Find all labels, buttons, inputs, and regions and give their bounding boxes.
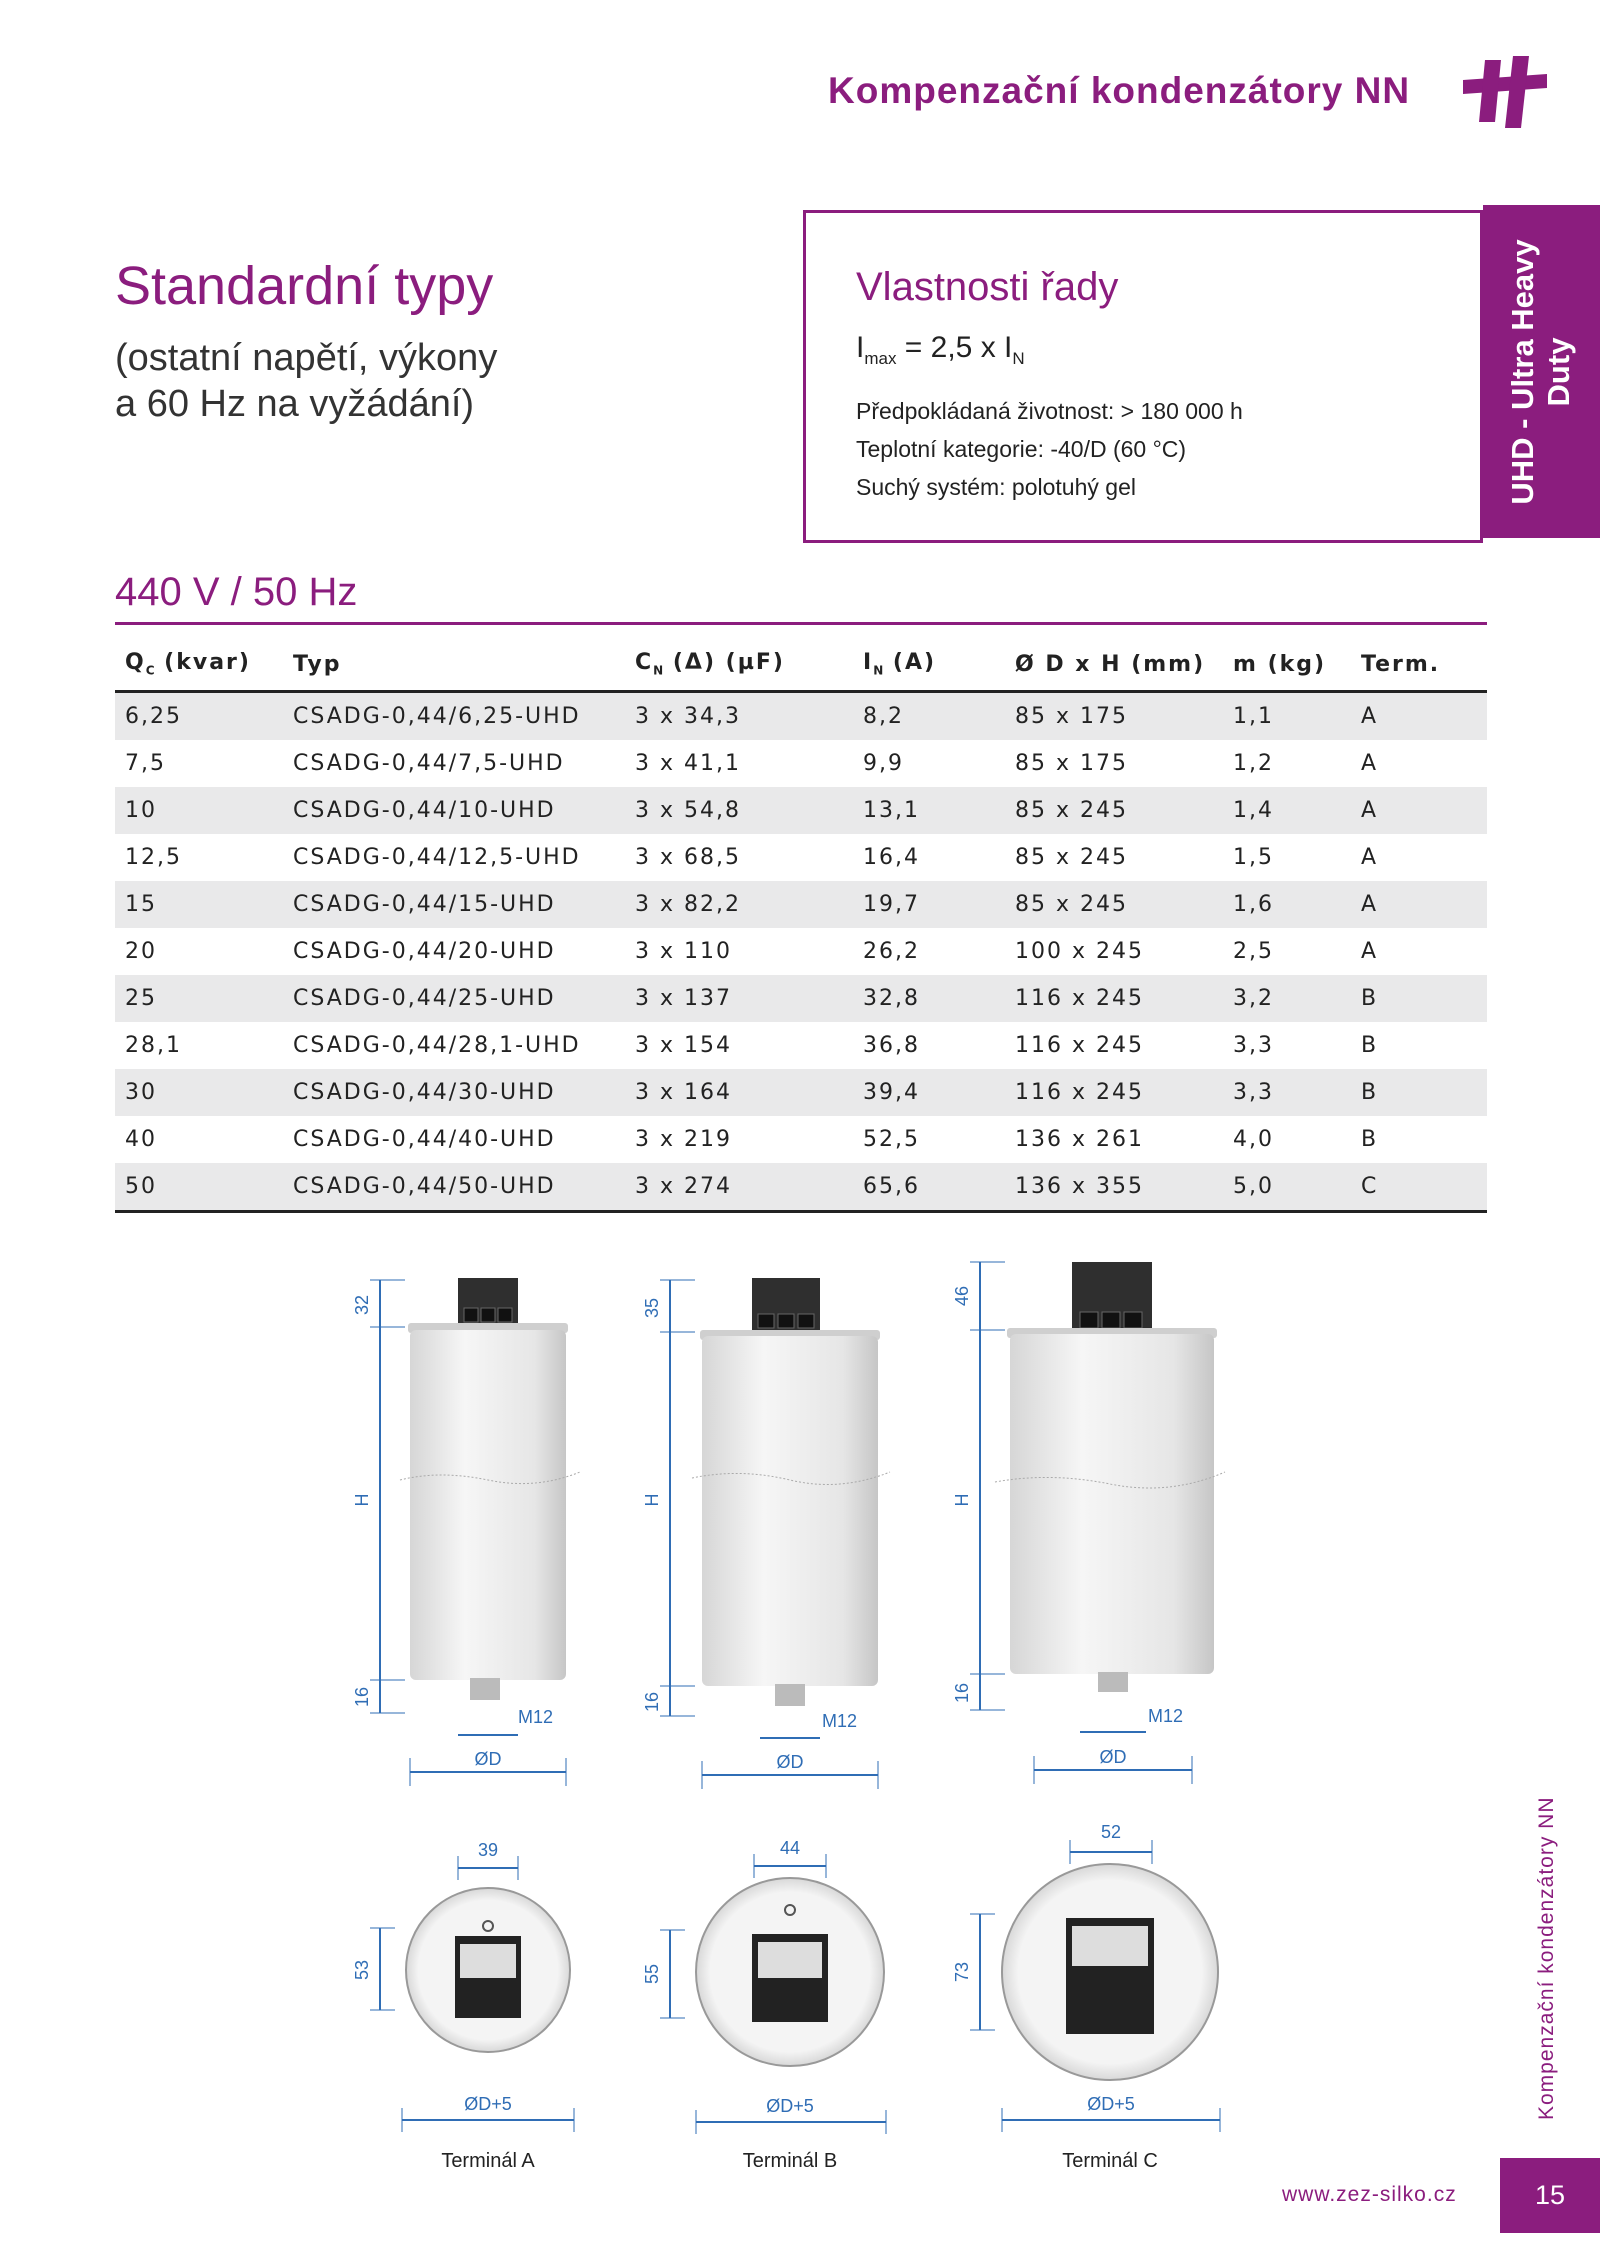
dim-h-c: H [952, 1493, 972, 1507]
dim-h-b: H [642, 1493, 662, 1507]
cell-terminal: A [1361, 845, 1379, 870]
cell-capacitance: 3 x 219 [635, 1127, 732, 1152]
cell-mass: 1,2 [1233, 751, 1274, 776]
cell-current: 52,5 [863, 1127, 920, 1152]
cell-mass: 3,3 [1223, 1069, 1351, 1116]
cell-dimensions: 85 x 245 [1015, 845, 1128, 870]
header-current: $I_N$ (A) [863, 650, 937, 678]
header-mass: m (kg) [1233, 651, 1327, 677]
cell-mass: 2,5 [1233, 939, 1274, 964]
dim-d5-c: ØD+5 [1087, 2094, 1135, 2114]
cell-type: CSADG-0,44/30-UHD [283, 1069, 625, 1116]
spec-table [115, 638, 1487, 1213]
caption-terminal-c: Terminál C [1062, 2150, 1158, 2172]
cell-capacitance: 3 x 154 [635, 1033, 732, 1058]
cell-dimensions: 116 x 245 [1005, 975, 1223, 1022]
page-number: 15 [1500, 2158, 1600, 2233]
side-tab-line: Duty [1541, 337, 1576, 407]
cell-dimensions: 136 x 355 [1005, 1163, 1223, 1212]
cell-current: 39,4 [853, 1069, 1005, 1116]
side-view-terminal-b [642, 1278, 890, 1789]
cell-current: 36,8 [863, 1033, 920, 1058]
header-type: Typ [293, 651, 342, 677]
current-formula: $I_{max} = 2,5$ x $I_N$ [856, 331, 1025, 368]
cell-mass: 3,2 [1223, 975, 1351, 1022]
cell-dimensions: 100 x 245 [1015, 939, 1144, 964]
company-logo [1455, 52, 1555, 132]
cell-qc: 40 [125, 1127, 157, 1152]
cell-type: CSADG-0,44/10-UHD [283, 787, 625, 834]
dim-width-b: 44 [779, 1838, 801, 1858]
cell-current: 16,4 [863, 845, 920, 870]
cell-capacitance: 3 x 54,8 [625, 787, 853, 834]
dim-d-b: ØD [776, 1752, 804, 1772]
cell-mass: 4,0 [1233, 1127, 1274, 1152]
cell-current: 65,6 [853, 1163, 1005, 1212]
cell-current: 19,7 [853, 881, 1005, 928]
cell-dimensions: 116 x 245 [1015, 1033, 1144, 1058]
capacitor-drawings [340, 1250, 1240, 2180]
dim-d-c: ØD [1099, 1747, 1127, 1767]
cell-mass: 5,0 [1223, 1163, 1351, 1212]
dim-m12-b: M12 [822, 1711, 858, 1731]
cell-qc: 10 [115, 787, 283, 834]
section-title: Standardní typy [115, 256, 494, 316]
cell-type: CSADG-0,44/12,5-UHD [293, 845, 581, 870]
cell-type: CSADG-0,44/7,5-UHD [293, 751, 565, 776]
caption-terminal-b: Terminál B [742, 2150, 838, 2172]
table-row [115, 928, 1487, 975]
cell-mass: 1,5 [1233, 845, 1274, 870]
dim-bottom-a: 16 [352, 1686, 372, 1708]
cell-qc: 7,5 [125, 751, 166, 776]
side-view-terminal-a [352, 1278, 580, 1786]
dim-bottom-b: 16 [642, 1691, 662, 1713]
header-terminal: Term. [1361, 651, 1441, 677]
cell-qc: 28,1 [125, 1033, 182, 1058]
properties-title: Vlastnosti řady [856, 265, 1119, 309]
cell-mass: 1,1 [1223, 692, 1351, 741]
top-view-terminal-b [642, 1838, 886, 2172]
cell-qc: 12,5 [125, 845, 182, 870]
dim-depth-a: 53 [352, 1959, 372, 1981]
cell-type: CSADG-0,44/28,1-UHD [293, 1033, 581, 1058]
table-row [115, 1116, 1487, 1163]
dim-width-c: 52 [1100, 1822, 1122, 1842]
table-row [115, 834, 1487, 881]
cell-current: 32,8 [853, 975, 1005, 1022]
cell-terminal: C [1351, 1163, 1487, 1212]
footer-side-text: Kompenzační kondenzátory NN [1535, 1796, 1558, 2120]
table-header-row [115, 638, 1487, 692]
dim-depth-b: 55 [642, 1963, 662, 1985]
cell-type: CSADG-0,44/20-UHD [293, 939, 556, 964]
subtitle-line: a 60 Hz na vyžádání) [115, 383, 475, 425]
cell-capacitance: 3 x 137 [625, 975, 853, 1022]
voltage-heading: 440 V / 50 Hz [115, 570, 358, 614]
dim-h-a: H [352, 1493, 372, 1507]
property-temperature: Teplotní kategorie: -40/D (60 °C) [856, 436, 1187, 462]
table-row [115, 881, 1487, 928]
cell-terminal: B [1351, 975, 1487, 1022]
cell-capacitance: 3 x 41,1 [635, 751, 741, 776]
cell-terminal: B [1361, 1033, 1379, 1058]
cell-type: CSADG-0,44/15-UHD [283, 881, 625, 928]
dim-width-a: 39 [477, 1840, 499, 1860]
dim-m12-a: M12 [518, 1707, 554, 1727]
cell-type: CSADG-0,44/50-UHD [283, 1163, 625, 1212]
cell-current: 9,9 [863, 751, 904, 776]
cell-type: CSADG-0,44/25-UHD [283, 975, 625, 1022]
section-subtitle [115, 335, 497, 427]
cell-terminal: B [1361, 1127, 1379, 1152]
table-row [115, 1069, 1487, 1116]
dim-depth-c: 73 [952, 1961, 972, 1983]
website-link[interactable]: www.zez-silko.cz [1282, 2183, 1457, 2206]
cell-current: 26,2 [863, 939, 920, 964]
cell-qc: 6,25 [115, 692, 283, 741]
table-row [115, 692, 1487, 741]
divider [115, 622, 1487, 625]
cell-terminal: A [1351, 787, 1487, 834]
header-dimensions: Ø D x H (mm) [1015, 651, 1206, 677]
header-capacitance: $C_N$ (Δ) (µF) [635, 650, 785, 678]
cell-dimensions: 85 x 175 [1015, 751, 1128, 776]
table-row [115, 1163, 1487, 1212]
cell-qc: 50 [115, 1163, 283, 1212]
caption-terminal-a: Terminál A [441, 2150, 535, 2172]
series-properties-box [803, 210, 1483, 543]
cell-capacitance: 3 x 274 [625, 1163, 853, 1212]
side-view-terminal-c [952, 1262, 1225, 1784]
cell-current: 13,1 [853, 787, 1005, 834]
dim-top-c: 46 [952, 1285, 972, 1307]
cell-mass: 1,4 [1223, 787, 1351, 834]
dim-m12-c: M12 [1148, 1706, 1184, 1726]
cell-type: CSADG-0,44/6,25-UHD [283, 692, 625, 741]
cell-capacitance: 3 x 110 [635, 939, 732, 964]
cell-dimensions: 85 x 245 [1005, 787, 1223, 834]
top-view-terminal-c [952, 1822, 1220, 2172]
cell-qc: 30 [115, 1069, 283, 1116]
property-dry-system: Suchý systém: polotuhý gel [856, 474, 1136, 500]
table-row [115, 787, 1487, 834]
cell-capacitance: 3 x 34,3 [625, 692, 853, 741]
cell-dimensions: 116 x 245 [1005, 1069, 1223, 1116]
cell-current: 8,2 [853, 692, 1005, 741]
header-qc: $Q_C$ (kvar) [125, 650, 251, 678]
property-lifetime: Předpokládaná životnost: > 180 000 h [856, 398, 1243, 424]
cell-qc: 25 [115, 975, 283, 1022]
top-view-terminal-a [352, 1840, 574, 2172]
dim-d-a: ØD [474, 1749, 502, 1769]
cell-capacitance: 3 x 82,2 [625, 881, 853, 928]
cell-terminal: B [1351, 1069, 1487, 1116]
cell-dimensions: 136 x 261 [1015, 1127, 1144, 1152]
cell-terminal: A [1351, 881, 1487, 928]
table-row [115, 740, 1487, 787]
series-side-tab [1483, 205, 1600, 538]
dim-d5-b: ØD+5 [766, 2096, 814, 2116]
subtitle-line: (ostatní napětí, výkony [115, 337, 498, 379]
cell-capacitance: 3 x 68,5 [635, 845, 741, 870]
cell-qc: 20 [125, 939, 157, 964]
dim-top-a: 32 [352, 1294, 372, 1316]
table-row [115, 1022, 1487, 1069]
cell-dimensions: 85 x 245 [1005, 881, 1223, 928]
side-tab-line: UHD - Ultra Heavy [1505, 239, 1540, 505]
dim-bottom-c: 16 [952, 1682, 972, 1704]
page-header-title: Kompenzační kondenzátory NN [828, 70, 1411, 111]
cell-mass: 3,3 [1233, 1033, 1274, 1058]
table-row [115, 975, 1487, 1022]
cell-terminal: A [1361, 751, 1379, 776]
dim-d5-a: ØD+5 [464, 2094, 512, 2114]
cell-qc: 15 [115, 881, 283, 928]
cell-terminal: A [1351, 692, 1487, 741]
cell-terminal: A [1361, 939, 1379, 964]
cell-capacitance: 3 x 164 [625, 1069, 853, 1116]
cell-mass: 1,6 [1223, 881, 1351, 928]
cell-type: CSADG-0,44/40-UHD [293, 1127, 556, 1152]
dim-top-b: 35 [642, 1297, 662, 1319]
cell-dimensions: 85 x 175 [1005, 692, 1223, 741]
